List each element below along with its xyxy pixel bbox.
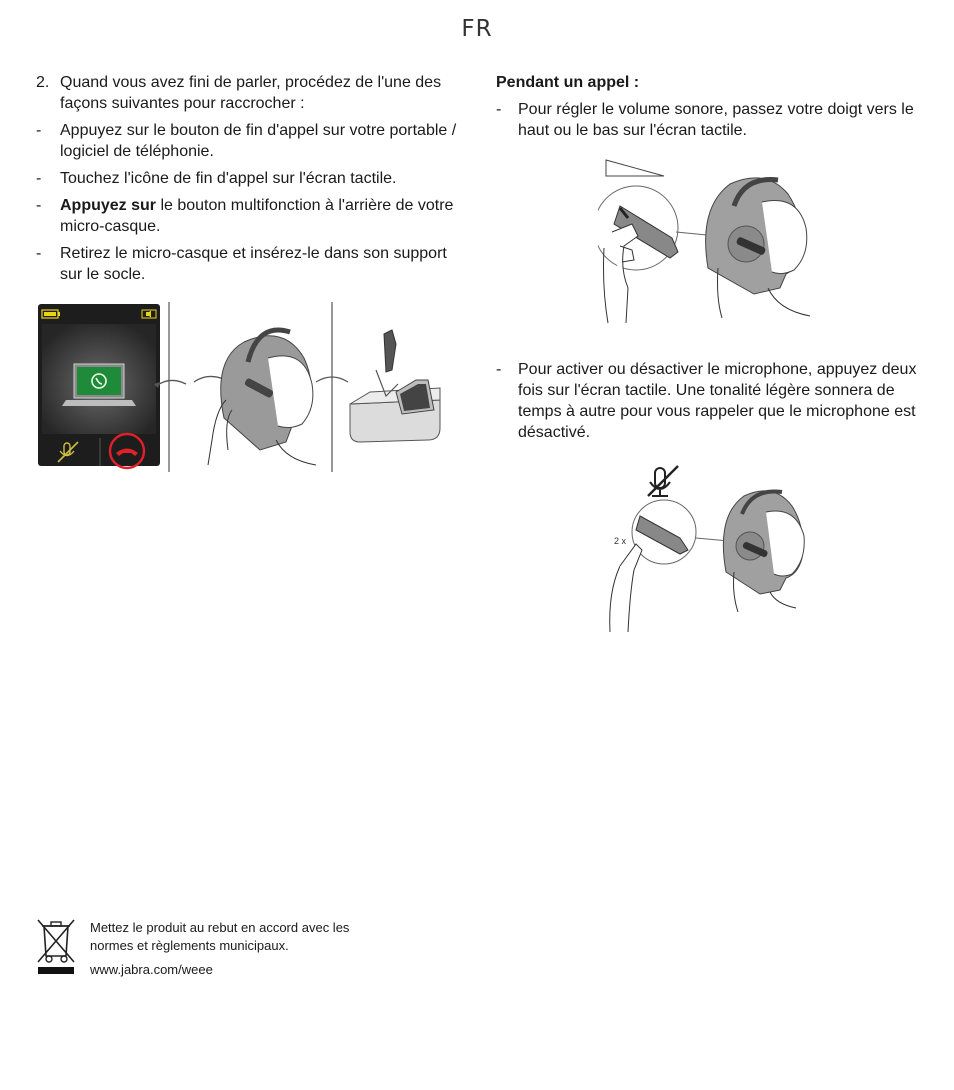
right-column-lower [496, 359, 926, 443]
step-text: Quand vous avez fini de parler, procédez de l'une des façons suivantes pour raccrocher : [60, 74, 442, 112]
person-with-headset [706, 178, 810, 318]
weee-url[interactable]: www.jabra.com/weee [90, 962, 213, 977]
step-2 [36, 72, 461, 114]
during-call-heading: Pendant un appel : [496, 74, 640, 91]
bullet-end-call-phone: - Appuyez sur le bouton de fin d'appel sur votre portable / logiciel de téléphonie. [36, 122, 457, 160]
person-with-headset [208, 330, 316, 465]
weee-text-line2: normes et règlements municipaux. [90, 938, 289, 953]
left-column [36, 72, 461, 291]
tap-count-label: 2 x [614, 536, 627, 546]
weee-text-line1: Mettez le produit au rebut en accord avec les [90, 920, 350, 935]
touchscreen-device [38, 304, 160, 468]
hangup-illustration [36, 300, 466, 475]
bullet-mute: - Pour activer ou désactiver le microphone, appuyez deux fois sur l'écran tactile. Une tonalité légère sonnera de temps à autre pour vous rappeler que le microphone est désactivé. [496, 361, 917, 441]
step-number: 2. [36, 74, 50, 91]
mic-muted-icon [648, 466, 678, 496]
language-code: FR [461, 16, 493, 42]
volume-ramp-icon [606, 160, 664, 176]
weee-bin-icon [36, 918, 76, 976]
bullet-multifunction-button: - Appuyez sur le bouton multifonction à l'arrière de votre micro-casque. [36, 197, 454, 235]
bullet-end-call-touchscreen: - Touchez l'icône de fin d'appel sur l'écran tactile. [36, 170, 397, 187]
base-station [350, 330, 440, 442]
bullet-remove-headset: - Retirez le micro-casque et insérez-le dans son support sur le socle. [36, 245, 447, 283]
mute-illustration [600, 462, 810, 637]
volume-illustration [598, 158, 828, 326]
person-with-headset [723, 491, 804, 612]
right-column [496, 72, 926, 141]
bullet-volume: - Pour régler le volume sonore, passez votre doigt vers le haut ou le bas sur l'écran tactile. [496, 101, 914, 139]
